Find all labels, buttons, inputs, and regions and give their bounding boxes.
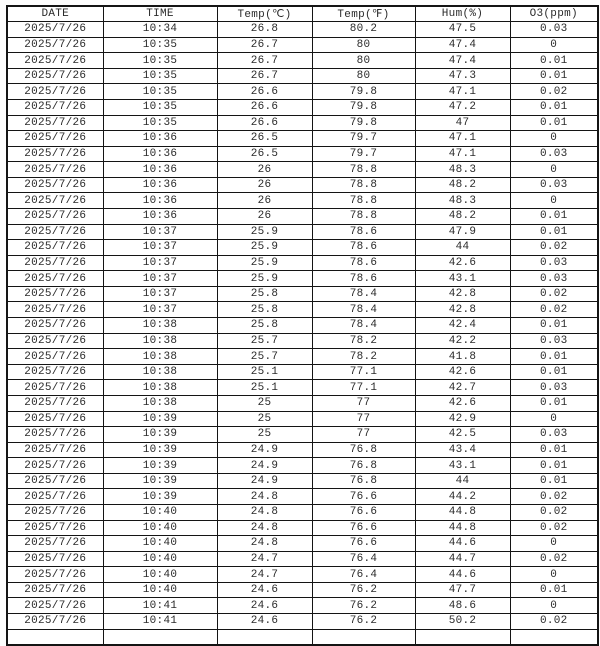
cell-temp-f: 78.4 [312, 286, 415, 302]
cell-date: 2025/7/26 [7, 614, 103, 630]
table-row [7, 380, 598, 396]
cell-time: 10:38 [103, 349, 217, 365]
cell-temp-f: 79.8 [312, 84, 415, 100]
cell-o3: 0 [510, 598, 598, 614]
cell-date: 2025/7/26 [7, 473, 103, 489]
cell-o3: 0.03 [510, 177, 598, 193]
cell-hum: 47.5 [415, 22, 510, 38]
table-row [7, 84, 598, 100]
cell-temp-f: 78.6 [312, 255, 415, 271]
cell-hum: 42.6 [415, 364, 510, 380]
cell-temp-f: 76.2 [312, 614, 415, 630]
cell-date: 2025/7/26 [7, 302, 103, 318]
cell-hum: 44.6 [415, 567, 510, 583]
cell-temp-c: 25.9 [217, 224, 312, 240]
cell-hum: 42.5 [415, 427, 510, 443]
table-row [7, 131, 598, 147]
cell-temp-f: 78.8 [312, 209, 415, 225]
cell-hum: 47.1 [415, 131, 510, 147]
cell-date: 2025/7/26 [7, 489, 103, 505]
cell-time: 10:41 [103, 614, 217, 630]
cell-temp-c: 25 [217, 427, 312, 443]
cell-temp-f: 76.8 [312, 473, 415, 489]
cell-time: 10:36 [103, 177, 217, 193]
cell-o3: 0.01 [510, 442, 598, 458]
cell-time: 10:40 [103, 520, 217, 536]
cell-o3: 0 [510, 162, 598, 178]
cell-time [103, 629, 217, 645]
cell-temp-f: 76.4 [312, 567, 415, 583]
cell-temp-f: 79.8 [312, 115, 415, 131]
cell-date: 2025/7/26 [7, 395, 103, 411]
cell-hum: 48.6 [415, 598, 510, 614]
cell-temp-f: 78.2 [312, 349, 415, 365]
cell-hum: 42.9 [415, 411, 510, 427]
cell-temp-c: 26.6 [217, 115, 312, 131]
cell-date: 2025/7/26 [7, 505, 103, 521]
cell-time: 10:35 [103, 99, 217, 115]
cell-hum: 44.7 [415, 551, 510, 567]
cell-time: 10:37 [103, 255, 217, 271]
cell-o3: 0.01 [510, 364, 598, 380]
cell-o3: 0.01 [510, 473, 598, 489]
column-header-o3: O3(ppm) [510, 6, 598, 22]
table-row [7, 333, 598, 349]
cell-temp-c: 26 [217, 209, 312, 225]
data-table [6, 5, 599, 646]
table-row [7, 115, 598, 131]
cell-date: 2025/7/26 [7, 520, 103, 536]
cell-temp-c: 26 [217, 193, 312, 209]
cell-temp-f: 78.4 [312, 318, 415, 334]
cell-temp-f: 78.6 [312, 224, 415, 240]
cell-time: 10:38 [103, 380, 217, 396]
cell-o3: 0.01 [510, 209, 598, 225]
cell-temp-f: 76.6 [312, 489, 415, 505]
cell-o3: 0.02 [510, 489, 598, 505]
cell-o3: 0.01 [510, 349, 598, 365]
cell-time: 10:41 [103, 598, 217, 614]
cell-temp-c: 25 [217, 395, 312, 411]
cell-temp-c: 24.6 [217, 598, 312, 614]
cell-o3: 0 [510, 37, 598, 53]
cell-o3: 0 [510, 411, 598, 427]
cell-temp-f: 78.6 [312, 240, 415, 256]
cell-hum: 44.8 [415, 520, 510, 536]
cell-hum: 48.3 [415, 162, 510, 178]
cell-hum: 44 [415, 240, 510, 256]
cell-time: 10:36 [103, 209, 217, 225]
cell-hum: 48.2 [415, 177, 510, 193]
cell-temp-c: 24.8 [217, 536, 312, 552]
cell-temp-c: 25.8 [217, 286, 312, 302]
table-row [7, 22, 598, 38]
cell-temp-c: 26.5 [217, 146, 312, 162]
cell-temp-f: 80 [312, 37, 415, 53]
cell-date: 2025/7/26 [7, 209, 103, 225]
cell-hum: 47.4 [415, 37, 510, 53]
cell-temp-f: 76.6 [312, 520, 415, 536]
table-row [7, 489, 598, 505]
cell-date: 2025/7/26 [7, 271, 103, 287]
cell-temp-f: 78.8 [312, 162, 415, 178]
cell-o3: 0.01 [510, 99, 598, 115]
cell-time: 10:40 [103, 551, 217, 567]
cell-date: 2025/7/26 [7, 99, 103, 115]
cell-time: 10:35 [103, 84, 217, 100]
table-row [7, 99, 598, 115]
cell-date: 2025/7/26 [7, 115, 103, 131]
cell-time: 10:40 [103, 582, 217, 598]
cell-hum: 42.8 [415, 286, 510, 302]
cell-o3: 0.01 [510, 224, 598, 240]
table-body [7, 22, 598, 645]
cell-o3: 0.03 [510, 380, 598, 396]
cell-temp-f: 78.8 [312, 177, 415, 193]
cell-hum: 42.8 [415, 302, 510, 318]
cell-temp-f: 77.1 [312, 380, 415, 396]
cell-date: 2025/7/26 [7, 567, 103, 583]
cell-temp-f: 78.4 [312, 302, 415, 318]
table-row [7, 209, 598, 225]
cell-temp-c [217, 629, 312, 645]
cell-temp-f: 79.8 [312, 99, 415, 115]
cell-temp-f: 76.8 [312, 458, 415, 474]
cell-hum [415, 629, 510, 645]
table-row-partial [7, 629, 598, 645]
cell-date: 2025/7/26 [7, 162, 103, 178]
cell-hum: 48.2 [415, 209, 510, 225]
cell-temp-f: 77 [312, 427, 415, 443]
cell-hum: 42.4 [415, 318, 510, 334]
cell-o3: 0.03 [510, 427, 598, 443]
cell-hum: 42.6 [415, 255, 510, 271]
cell-time: 10:38 [103, 333, 217, 349]
cell-temp-c: 24.8 [217, 489, 312, 505]
cell-date: 2025/7/26 [7, 84, 103, 100]
cell-time: 10:37 [103, 271, 217, 287]
cell-o3: 0.02 [510, 84, 598, 100]
cell-temp-c: 26.5 [217, 131, 312, 147]
table-row [7, 37, 598, 53]
cell-o3: 0 [510, 567, 598, 583]
cell-temp-c: 24.7 [217, 551, 312, 567]
cell-temp-c: 24.7 [217, 567, 312, 583]
cell-hum: 50.2 [415, 614, 510, 630]
cell-temp-c: 25.7 [217, 349, 312, 365]
cell-date: 2025/7/26 [7, 598, 103, 614]
cell-date: 2025/7/26 [7, 551, 103, 567]
table-row [7, 551, 598, 567]
cell-time: 10:37 [103, 224, 217, 240]
cell-time: 10:37 [103, 302, 217, 318]
cell-date: 2025/7/26 [7, 349, 103, 365]
cell-temp-c: 25.9 [217, 271, 312, 287]
cell-o3: 0.01 [510, 53, 598, 69]
cell-time: 10:35 [103, 68, 217, 84]
cell-date: 2025/7/26 [7, 224, 103, 240]
table-row [7, 193, 598, 209]
cell-temp-f: 76.4 [312, 551, 415, 567]
table-row [7, 364, 598, 380]
cell-hum: 43.1 [415, 458, 510, 474]
cell-hum: 42.6 [415, 395, 510, 411]
cell-temp-c: 25.8 [217, 302, 312, 318]
cell-temp-c: 26 [217, 177, 312, 193]
cell-date: 2025/7/26 [7, 286, 103, 302]
cell-temp-c: 26 [217, 162, 312, 178]
cell-hum: 43.4 [415, 442, 510, 458]
cell-o3: 0.02 [510, 505, 598, 521]
table-row [7, 271, 598, 287]
table-row [7, 473, 598, 489]
cell-temp-c: 26.7 [217, 53, 312, 69]
cell-time: 10:39 [103, 442, 217, 458]
cell-time: 10:35 [103, 37, 217, 53]
cell-time: 10:36 [103, 131, 217, 147]
table-row [7, 177, 598, 193]
cell-date: 2025/7/26 [7, 255, 103, 271]
cell-o3: 0 [510, 131, 598, 147]
cell-temp-f: 80 [312, 68, 415, 84]
cell-temp-c: 25.1 [217, 364, 312, 380]
cell-temp-f: 77 [312, 411, 415, 427]
cell-hum: 47.2 [415, 99, 510, 115]
cell-date: 2025/7/26 [7, 131, 103, 147]
cell-hum: 41.8 [415, 349, 510, 365]
cell-o3: 0.02 [510, 614, 598, 630]
table-row [7, 411, 598, 427]
table-row [7, 458, 598, 474]
cell-time: 10:39 [103, 427, 217, 443]
cell-temp-c: 24.9 [217, 473, 312, 489]
cell-temp-c: 25.8 [217, 318, 312, 334]
table-row [7, 255, 598, 271]
cell-date: 2025/7/26 [7, 364, 103, 380]
cell-date: 2025/7/26 [7, 411, 103, 427]
cell-date: 2025/7/26 [7, 333, 103, 349]
column-header-date: DATE [7, 6, 103, 22]
cell-temp-f: 77.1 [312, 364, 415, 380]
cell-date: 2025/7/26 [7, 37, 103, 53]
cell-temp-c: 25 [217, 411, 312, 427]
table-row [7, 146, 598, 162]
cell-time: 10:40 [103, 505, 217, 521]
cell-o3: 0.03 [510, 22, 598, 38]
table-row [7, 162, 598, 178]
cell-time: 10:39 [103, 489, 217, 505]
cell-date: 2025/7/26 [7, 177, 103, 193]
cell-date: 2025/7/26 [7, 427, 103, 443]
cell-o3: 0.02 [510, 240, 598, 256]
cell-o3: 0.03 [510, 271, 598, 287]
cell-o3: 0.01 [510, 68, 598, 84]
cell-date: 2025/7/26 [7, 240, 103, 256]
cell-hum: 44.6 [415, 536, 510, 552]
cell-date: 2025/7/26 [7, 318, 103, 334]
cell-date: 2025/7/26 [7, 22, 103, 38]
cell-o3: 0 [510, 536, 598, 552]
cell-hum: 47 [415, 115, 510, 131]
cell-temp-f: 78.8 [312, 193, 415, 209]
table-row [7, 442, 598, 458]
cell-temp-f: 76.2 [312, 598, 415, 614]
table-row [7, 302, 598, 318]
cell-temp-c: 25.1 [217, 380, 312, 396]
cell-hum: 47.3 [415, 68, 510, 84]
cell-temp-f [312, 629, 415, 645]
cell-date: 2025/7/26 [7, 146, 103, 162]
cell-hum: 47.4 [415, 53, 510, 69]
cell-hum: 44.8 [415, 505, 510, 521]
cell-hum: 42.2 [415, 333, 510, 349]
cell-temp-c: 26.7 [217, 37, 312, 53]
cell-o3: 0 [510, 193, 598, 209]
cell-time: 10:40 [103, 567, 217, 583]
cell-o3: 0.01 [510, 318, 598, 334]
cell-temp-c: 24.9 [217, 442, 312, 458]
cell-hum: 44.2 [415, 489, 510, 505]
cell-time: 10:34 [103, 22, 217, 38]
table-row [7, 53, 598, 69]
cell-o3: 0.03 [510, 255, 598, 271]
cell-o3: 0.03 [510, 146, 598, 162]
cell-o3: 0.01 [510, 582, 598, 598]
cell-date: 2025/7/26 [7, 582, 103, 598]
cell-date [7, 629, 103, 645]
cell-o3: 0.01 [510, 115, 598, 131]
cell-temp-c: 25.9 [217, 255, 312, 271]
table-row [7, 505, 598, 521]
cell-temp-c: 24.9 [217, 458, 312, 474]
cell-temp-f: 77 [312, 395, 415, 411]
cell-hum: 42.7 [415, 380, 510, 396]
cell-time: 10:36 [103, 193, 217, 209]
cell-temp-f: 80 [312, 53, 415, 69]
cell-o3: 0.03 [510, 333, 598, 349]
cell-temp-c: 24.8 [217, 505, 312, 521]
cell-date: 2025/7/26 [7, 380, 103, 396]
column-header-hum: Hum(%) [415, 6, 510, 22]
cell-temp-c: 26.6 [217, 99, 312, 115]
cell-time: 10:39 [103, 458, 217, 474]
cell-time: 10:37 [103, 240, 217, 256]
cell-o3: 0.02 [510, 520, 598, 536]
cell-o3 [510, 629, 598, 645]
cell-date: 2025/7/26 [7, 536, 103, 552]
table-row [7, 349, 598, 365]
column-header-temp-c: Temp(℃) [217, 6, 312, 22]
cell-o3: 0.01 [510, 458, 598, 474]
cell-time: 10:38 [103, 364, 217, 380]
cell-temp-f: 79.7 [312, 131, 415, 147]
cell-o3: 0.02 [510, 302, 598, 318]
cell-temp-c: 26.8 [217, 22, 312, 38]
cell-hum: 47.1 [415, 146, 510, 162]
cell-time: 10:38 [103, 395, 217, 411]
cell-temp-c: 24.8 [217, 520, 312, 536]
table-row [7, 427, 598, 443]
cell-temp-f: 79.7 [312, 146, 415, 162]
cell-time: 10:35 [103, 115, 217, 131]
cell-date: 2025/7/26 [7, 68, 103, 84]
table-header [7, 6, 598, 22]
table-row [7, 536, 598, 552]
cell-temp-c: 26.7 [217, 68, 312, 84]
cell-temp-c: 26.6 [217, 84, 312, 100]
table-row [7, 68, 598, 84]
cell-time: 10:35 [103, 53, 217, 69]
cell-time: 10:39 [103, 411, 217, 427]
cell-temp-f: 78.2 [312, 333, 415, 349]
cell-time: 10:40 [103, 536, 217, 552]
cell-o3: 0.01 [510, 395, 598, 411]
cell-date: 2025/7/26 [7, 193, 103, 209]
column-header-time: TIME [103, 6, 217, 22]
table-row [7, 520, 598, 536]
cell-date: 2025/7/26 [7, 442, 103, 458]
cell-time: 10:39 [103, 473, 217, 489]
cell-temp-c: 24.6 [217, 614, 312, 630]
cell-hum: 48.3 [415, 193, 510, 209]
table-row [7, 286, 598, 302]
cell-time: 10:36 [103, 146, 217, 162]
cell-temp-f: 76.2 [312, 582, 415, 598]
cell-hum: 47.1 [415, 84, 510, 100]
cell-temp-f: 76.6 [312, 505, 415, 521]
column-header-temp-f: Temp(℉) [312, 6, 415, 22]
cell-temp-f: 78.6 [312, 271, 415, 287]
table-row [7, 318, 598, 334]
cell-hum: 44 [415, 473, 510, 489]
table-row [7, 582, 598, 598]
table-row [7, 567, 598, 583]
cell-hum: 43.1 [415, 271, 510, 287]
table-row [7, 224, 598, 240]
header-row [7, 6, 598, 22]
cell-temp-c: 24.6 [217, 582, 312, 598]
table-row [7, 598, 598, 614]
table-row [7, 395, 598, 411]
cell-date: 2025/7/26 [7, 458, 103, 474]
cell-temp-f: 80.2 [312, 22, 415, 38]
cell-temp-f: 76.8 [312, 442, 415, 458]
cell-temp-c: 25.7 [217, 333, 312, 349]
cell-time: 10:38 [103, 318, 217, 334]
cell-time: 10:36 [103, 162, 217, 178]
cell-temp-c: 25.9 [217, 240, 312, 256]
cell-o3: 0.02 [510, 551, 598, 567]
table-row [7, 614, 598, 630]
cell-temp-f: 76.6 [312, 536, 415, 552]
cell-hum: 47.9 [415, 224, 510, 240]
cell-date: 2025/7/26 [7, 53, 103, 69]
table-row [7, 240, 598, 256]
cell-time: 10:37 [103, 286, 217, 302]
cell-o3: 0.02 [510, 286, 598, 302]
cell-hum: 47.7 [415, 582, 510, 598]
